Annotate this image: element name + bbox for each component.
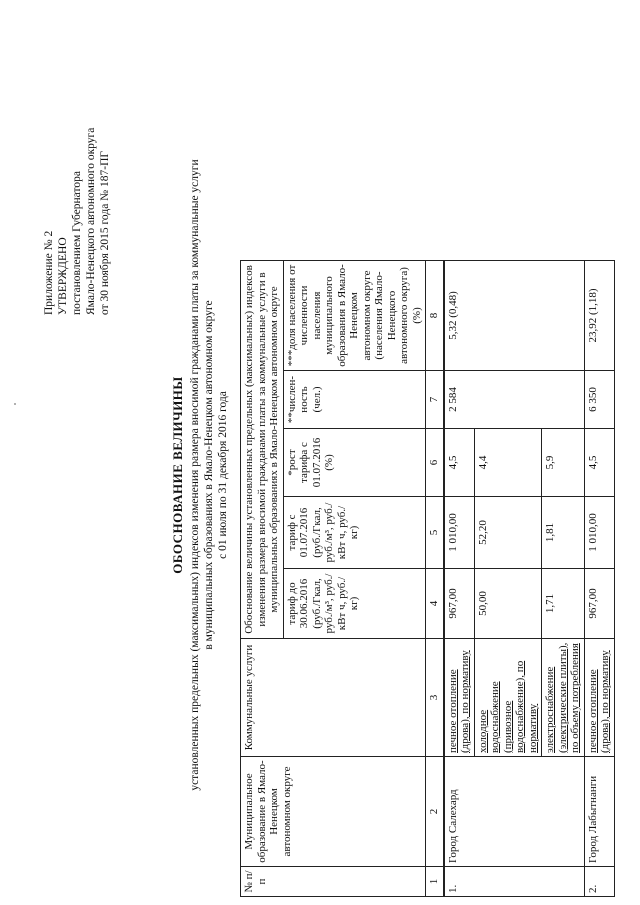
growth-value: 4,5 — [444, 429, 475, 497]
document-subtitle — [188, 115, 230, 835]
service-name: печное отопление (дрова), по нормативу — [444, 639, 475, 757]
tariff-after: 1 010,00 — [444, 497, 475, 569]
appendix-number: Приложение № 2 — [43, 230, 55, 315]
table-row — [444, 261, 475, 897]
indices-table — [240, 260, 615, 897]
scan-speck — [14, 403, 16, 405]
col-number: 3 — [426, 639, 444, 757]
col-number: 8 — [426, 261, 444, 371]
col-number: 6 — [426, 429, 444, 497]
document-title: ОБОСНОВАНИЕ ВЕЛИЧИНЫ — [170, 376, 185, 574]
col-number: 5 — [426, 497, 444, 569]
growth-value: 4,5 — [584, 429, 614, 497]
header-growth: *рост тарифа с 01.07.2016 (%) — [283, 429, 426, 497]
col-number: 2 — [426, 757, 444, 867]
table-row — [584, 261, 614, 897]
tariff-before: 967,00 — [584, 569, 614, 639]
appendix-line: от 30 ноября 2015 года № 187-ПГ — [99, 150, 111, 315]
col-number: 4 — [426, 569, 444, 639]
tariff-before: 967,00 — [444, 569, 475, 639]
subtitle-line: с 01 июля по 31 декабря 2016 года — [217, 391, 229, 559]
row-municipality: Город Лабытнанги — [584, 757, 614, 867]
header-justification: Обоснование величины установленных предельных (максимальных) индексов изменения размера вносимой гражданами платы за коммунальные услуги в муниципальных образованиях в Ямало-Ненецком автономном округе — [241, 261, 284, 639]
column-number-row — [426, 261, 444, 897]
subtitle-line: установленных предельных (максимальных) индексов изменения размера вносимой гражданами платы за коммунальные услуги — [189, 159, 201, 791]
row-num: 1. — [444, 867, 585, 897]
appendix-block — [42, 15, 112, 315]
tariff-after: 1,81 — [542, 497, 585, 569]
service-name: электроснабжение (электрические плиты), по объему потребления — [542, 639, 585, 757]
growth-value: 5,9 — [542, 429, 585, 497]
share-value: 23,92 (1,18) — [584, 261, 614, 371]
growth-value: 4,4 — [474, 429, 542, 497]
appendix-line: Ямало-Ненецкого автономного округа — [85, 127, 97, 315]
appendix-line: постановлением Губернатора — [71, 171, 83, 315]
col-number: 1 — [426, 867, 444, 897]
header-share: ***доля населения от численности населения муниципального образования в Ямало-Ненецком автономном округе (населения Ямало-Ненецкого автономного округа) (%) — [283, 261, 426, 371]
share-value: 5,32 (0,48) — [444, 261, 585, 371]
population-value: 2 584 — [444, 371, 585, 429]
service-name: холодное водоснабжение (привозное водоснабжение), по нормативу — [474, 639, 542, 757]
header-num: № п/п — [241, 867, 426, 897]
header-population: **числен-ность (чел.) — [283, 371, 426, 429]
tariff-after: 52,20 — [474, 497, 542, 569]
service-name: печное отопление (дрова), по нормативу — [584, 639, 614, 757]
population-value: 6 350 — [584, 371, 614, 429]
header-tariff-after: тариф с 01.07.2016 (руб./Гкал, руб./м³, руб./кВт ч, руб./кг) — [283, 497, 426, 569]
header-tariff-before: тариф до 30.06.2016 (руб./Гкал, руб./м³, руб./кВт ч, руб./кг) — [283, 569, 426, 639]
col-number: 7 — [426, 371, 444, 429]
approved-label: УТВЕРЖДЕНО — [57, 237, 69, 315]
row-num: 2. — [584, 867, 614, 897]
tariff-after: 1 010,00 — [584, 497, 614, 569]
header-services: Коммунальные услуги — [241, 639, 426, 757]
row-municipality: Город Салехард — [444, 757, 585, 867]
header-municipality: Муниципальное образование в Ямало-Ненецком автономном округе — [241, 757, 426, 867]
tariff-before: 1,71 — [542, 569, 585, 639]
subtitle-line: в муниципальных образованиях в Ямало-Ненецком автономном округе — [203, 300, 215, 650]
tariff-before: 50,00 — [474, 569, 542, 639]
